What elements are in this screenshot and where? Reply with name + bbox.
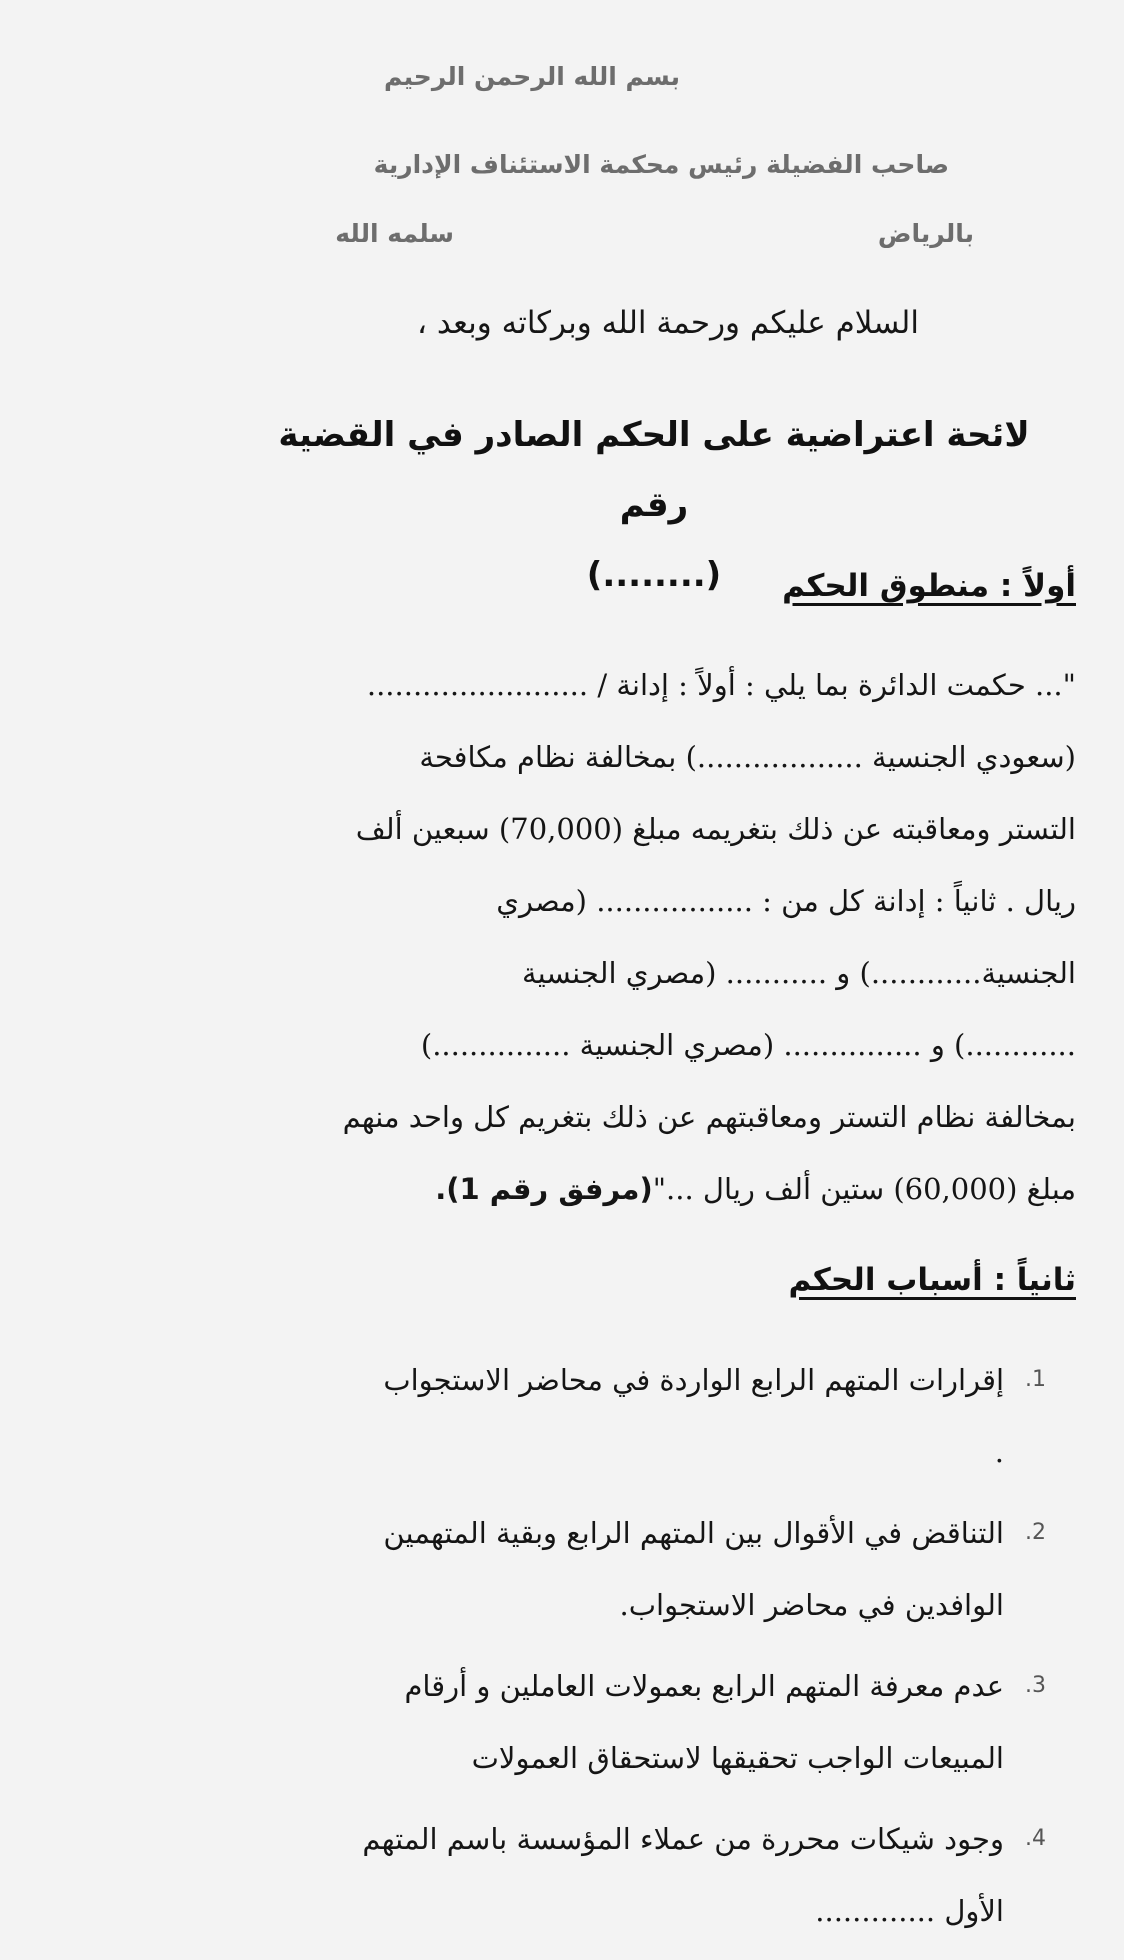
list-item-line: . [994,1435,1004,1469]
list-number: 4. [1025,1826,1046,1851]
verdict-last-line [248,1172,1076,1206]
attachment-reference: (مرفق رقم 1). [435,1172,653,1206]
verdict-line: ............) و ............... (مصري الجنسية ...............) [420,1028,1076,1062]
list-number: 2. [1025,1520,1046,1545]
greeting: السلام عليكم ورحمة الله وبركاته وبعد ، [417,305,919,341]
blessing: سلمه الله [335,219,454,248]
verdict-line: ريال . ثانياً : إدانة كل من : ................. (مصري [496,884,1076,918]
list-item-line: إقرارات المتهم الرابع الواردة في محاضر الاستجواب [383,1363,1004,1397]
verdict-last-text: مبلغ (60,000) ستين ألف ريال ..." [652,1172,1076,1206]
verdict-line: الجنسية............) و ........... (مصري الجنسية [522,956,1076,990]
list-number: 3. [1025,1673,1046,1698]
list-number: 1. [1025,1367,1046,1392]
title-line-2: (........) [586,555,722,595]
list-item-line: الأول ............. [815,1894,1004,1928]
list-item-line: الوافدين في محاضر الاستجواب. [619,1588,1004,1622]
list-item-line: التناقض في الأقوال بين المتهم الرابع وبقية المتهمين [383,1516,1004,1550]
basmala: بسم الله الرحمن الرحيم [384,62,680,91]
list-item-line: وجود شيكات محررة من عملاء المؤسسة باسم المتهم [362,1822,1004,1856]
section-heading-verdict: أولاً : منطوق الحكم [782,568,1076,604]
title-line-1: لائحة اعتراضية على الحكم الصادر في القضية رقم [278,415,1030,525]
list-item-line: عدم معرفة المتهم الرابع بعمولات العاملين و أرقام [404,1669,1004,1703]
city: بالرياض [877,219,974,248]
list-item-line: المبيعات الواجب تحقيقها لاستحقاق العمولات [471,1741,1004,1775]
verdict-line: بمخالفة نظام التستر ومعاقبتهم عن ذلك بتغريم كل واحد منهم [342,1100,1076,1134]
verdict-line: "... حكمت الدائرة بما يلي : أولاً : إدانة / ........................ [366,668,1076,702]
verdict-line: التستر ومعاقبته عن ذلك بتغريمه مبلغ (70,000) سبعين ألف [355,812,1076,846]
addressee: صاحب الفضيلة رئيس محكمة الاستئناف الإدارية [373,150,949,179]
section-heading-reasons: ثانياً : أسباب الحكم [788,1262,1076,1298]
verdict-line: (سعودي الجنسية ..................) بمخالفة نظام مكافحة [419,740,1076,774]
